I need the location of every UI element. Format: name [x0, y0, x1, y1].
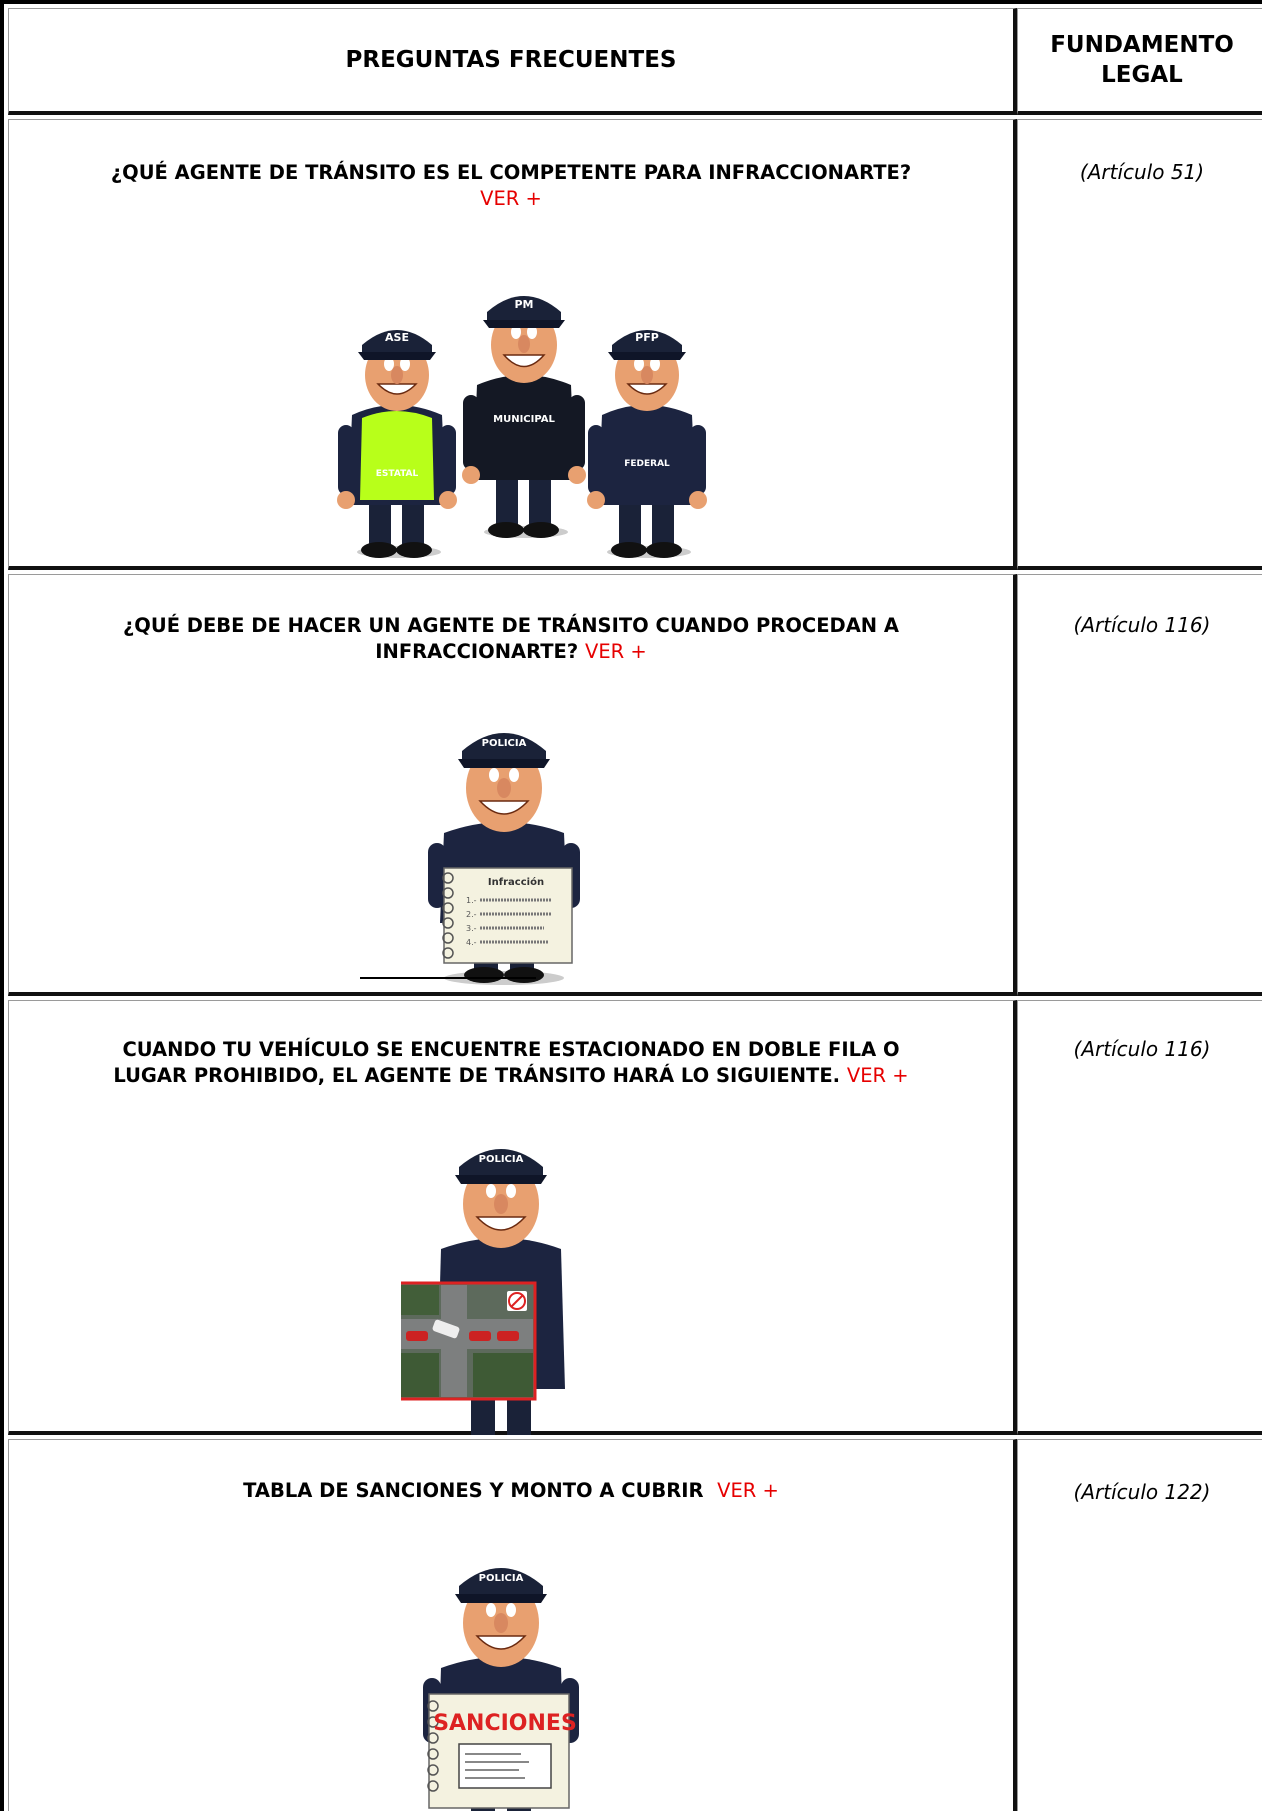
article-4: (Artículo 122)	[1073, 1480, 1211, 1504]
question-cell-2	[8, 574, 1017, 996]
legal-cell-3	[1017, 1000, 1262, 1435]
agent-figure	[462, 296, 586, 538]
question-cell-3	[8, 1000, 1017, 1435]
question-4: TABLA DE SANCIONES Y MONTO A CUBRIR VER +	[243, 1479, 779, 1502]
agent-with-double-parking-photo-illustration	[401, 1109, 601, 1435]
badge-pm: PM	[514, 298, 534, 311]
badge-ase: ASE	[385, 331, 409, 344]
three-traffic-agents-illustration	[334, 260, 714, 560]
svg-text:2.-: 2.-	[466, 910, 477, 919]
vest-label-federal: FEDERAL	[624, 459, 670, 469]
question-cell-4	[8, 1439, 1017, 1811]
sign-title: Infracción	[487, 877, 545, 888]
ver-mas-link-4[interactable]: VER +	[717, 1479, 779, 1502]
vest-label-municipal: MUNICIPAL	[493, 414, 555, 425]
article-1: (Artículo 51)	[1079, 160, 1205, 184]
question-cell-1	[8, 119, 1017, 570]
badge-pfp: PFP	[635, 331, 659, 344]
legal-cell-4	[1017, 1439, 1262, 1811]
article-2: (Artículo 116)	[1073, 613, 1211, 637]
cap-label: POLICIA	[478, 1573, 524, 1584]
header-legal-cell	[1017, 8, 1262, 115]
header-questions-cell	[8, 8, 1017, 115]
svg-text:1.-: 1.-	[466, 896, 477, 905]
ver-mas-link-2[interactable]: VER +	[585, 640, 647, 663]
sanciones-sign-title: SANCIONES	[433, 1711, 577, 1736]
cap-label: POLICIA	[478, 1154, 524, 1165]
legal-cell-1	[1017, 119, 1262, 570]
header-legal-line1: FUNDAMENTO	[1050, 32, 1234, 58]
ver-mas-link-1[interactable]: VER +	[480, 187, 542, 210]
cap-label: POLICIA	[481, 738, 527, 749]
svg-text:4.-: 4.-	[466, 938, 477, 947]
svg-text:3.-: 3.-	[466, 924, 477, 933]
ver-mas-link-3[interactable]: VER +	[846, 1064, 909, 1087]
agent-with-sanctions-sign-illustration	[401, 1528, 601, 1811]
agent-with-infraction-sign-illustration	[404, 693, 604, 993]
article-3: (Artículo 116)	[1073, 1037, 1211, 1061]
agent-figure	[587, 330, 707, 558]
legal-cell-2	[1017, 574, 1262, 996]
question-3: CUANDO TU VEHÍCULO SE ENCUENTRE ESTACIONADO EN DOBLE FILA O LUGAR PROHIBIDO, EL AGENTE DE TRÁNSITO HARÁ LO SIGUIENTE. VER +	[113, 1038, 909, 1087]
double-parking-photo	[401, 1283, 535, 1399]
agent-figure	[337, 330, 457, 558]
vest-label-estatal: ESTATAL	[375, 469, 419, 479]
header-questions: PREGUNTAS FRECUENTES	[345, 47, 677, 73]
question-1: ¿QUÉ AGENTE DE TRÁNSITO ES EL COMPETENTE PARA INFRACCIONARTE? VER +	[110, 161, 912, 210]
image-underline	[360, 977, 536, 979]
header-legal-line2: LEGAL	[1101, 62, 1183, 88]
question-2: ¿QUÉ DEBE DE HACER UN AGENTE DE TRÁNSITO CUANDO PROCEDAN A INFRACCIONARTE? VER +	[122, 614, 900, 663]
